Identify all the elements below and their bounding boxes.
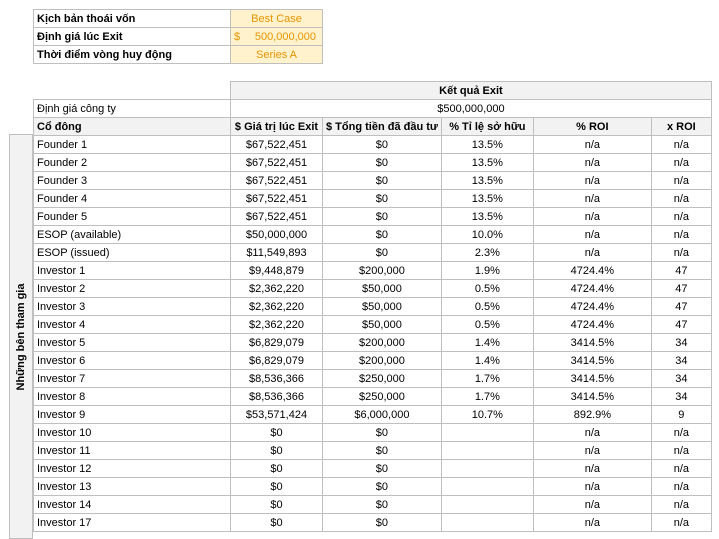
ownership-percent[interactable]: 1.4%	[441, 334, 533, 352]
exit-value[interactable]: $6,829,079	[231, 334, 323, 352]
roi-percent[interactable]: 4724.4%	[533, 298, 651, 316]
roi-percent[interactable]: 4724.4%	[533, 262, 651, 280]
amount-invested[interactable]: $0	[323, 460, 442, 478]
company-valuation-row	[34, 100, 712, 118]
ownership-percent[interactable]: 1.7%	[441, 388, 533, 406]
roi-multiple[interactable]: 9	[651, 406, 711, 424]
table-row	[34, 190, 712, 208]
exit-value[interactable]: $0	[231, 460, 323, 478]
roi-multiple[interactable]: n/a	[651, 172, 711, 190]
table-row	[34, 298, 712, 316]
exit-value[interactable]: $0	[231, 496, 323, 514]
ownership-percent[interactable]: 2.3%	[441, 244, 533, 262]
table-row	[34, 226, 712, 244]
roi-percent[interactable]: 4724.4%	[533, 280, 651, 298]
ownership-percent[interactable]	[441, 460, 533, 478]
shareholder-name[interactable]: ESOP (issued)	[34, 244, 231, 262]
exit-valuation-value: 500,000,000	[254, 30, 316, 43]
scenario-parameters	[33, 9, 323, 64]
ownership-percent[interactable]: 0.5%	[441, 316, 533, 334]
roi-percent[interactable]: 3414.5%	[533, 334, 651, 352]
company-valuation-value: $500,000,000	[231, 100, 712, 118]
roi-multiple[interactable]: 34	[651, 388, 711, 406]
ownership-percent[interactable]: 0.5%	[441, 280, 533, 298]
amount-invested[interactable]: $0	[323, 208, 442, 226]
amount-invested[interactable]: $50,000	[323, 280, 442, 298]
participants-side-header	[9, 134, 33, 539]
roi-percent[interactable]: n/a	[533, 460, 651, 478]
amount-invested[interactable]: $200,000	[323, 352, 442, 370]
scenario-value-cell[interactable]: Best Case	[231, 10, 323, 28]
ownership-percent[interactable]: 13.5%	[441, 172, 533, 190]
ownership-percent[interactable]: 13.5%	[441, 154, 533, 172]
column-header-roi-percent: % ROI	[533, 118, 651, 136]
shareholder-name[interactable]: Investor 7	[34, 370, 231, 388]
funding-round-label: Thời điểm vòng huy động	[34, 46, 231, 64]
roi-multiple[interactable]: 47	[651, 262, 711, 280]
amount-invested[interactable]: $0	[323, 172, 442, 190]
amount-invested[interactable]: $0	[323, 478, 442, 496]
exit-value[interactable]: $2,362,220	[231, 298, 323, 316]
exit-valuation-cell[interactable]	[231, 28, 323, 46]
table-row	[34, 154, 712, 172]
table-row	[34, 388, 712, 406]
column-header-invested: $ Tổng tiền đã đầu tư	[323, 118, 442, 136]
exit-value[interactable]: $0	[231, 478, 323, 496]
roi-multiple[interactable]: 34	[651, 352, 711, 370]
roi-percent[interactable]: n/a	[533, 244, 651, 262]
shareholder-name[interactable]: Investor 17	[34, 514, 231, 532]
table-row	[34, 406, 712, 424]
roi-percent[interactable]: 3414.5%	[533, 370, 651, 388]
ownership-percent[interactable]: 1.7%	[441, 370, 533, 388]
funding-round-value-cell[interactable]: Series A	[231, 46, 323, 64]
roi-multiple[interactable]: n/a	[651, 190, 711, 208]
scenario-label: Kịch bản thoái vốn	[34, 10, 231, 28]
roi-percent[interactable]: 3414.5%	[533, 352, 651, 370]
ownership-percent[interactable]: 10.7%	[441, 406, 533, 424]
amount-invested[interactable]: $0	[323, 496, 442, 514]
roi-multiple[interactable]: n/a	[651, 460, 711, 478]
scenario-row	[34, 10, 323, 28]
amount-invested[interactable]: $0	[323, 136, 442, 154]
ownership-percent[interactable]	[441, 442, 533, 460]
roi-percent[interactable]: 3414.5%	[533, 388, 651, 406]
table-row	[34, 244, 712, 262]
amount-invested[interactable]: $0	[323, 442, 442, 460]
amount-invested[interactable]: $250,000	[323, 370, 442, 388]
shareholder-name[interactable]: Founder 3	[34, 172, 231, 190]
shareholder-name[interactable]: Investor 3	[34, 298, 231, 316]
ownership-percent[interactable]: 13.5%	[441, 190, 533, 208]
exit-value[interactable]: $0	[231, 514, 323, 532]
shareholder-name[interactable]: Founder 1	[34, 136, 231, 154]
amount-invested[interactable]: $200,000	[323, 262, 442, 280]
column-header-exit-value: $ Giá trị lúc Exit	[231, 118, 323, 136]
roi-percent[interactable]: n/a	[533, 172, 651, 190]
participants-side-label: Những bên tham gia	[15, 283, 27, 390]
table-row	[34, 172, 712, 190]
exit-value[interactable]: $2,362,220	[231, 316, 323, 334]
roi-percent[interactable]: n/a	[533, 424, 651, 442]
roi-multiple[interactable]: n/a	[651, 478, 711, 496]
amount-invested[interactable]: $0	[323, 514, 442, 532]
exit-value[interactable]: $67,522,451	[231, 172, 323, 190]
shareholder-name[interactable]: Investor 14	[34, 496, 231, 514]
table-row	[34, 208, 712, 226]
exit-value[interactable]: $9,448,879	[231, 262, 323, 280]
roi-multiple[interactable]: 47	[651, 316, 711, 334]
exit-value[interactable]: $8,536,366	[231, 388, 323, 406]
shareholder-name[interactable]: Investor 1	[34, 262, 231, 280]
roi-multiple[interactable]: n/a	[651, 154, 711, 172]
exit-value[interactable]: $2,362,220	[231, 280, 323, 298]
roi-multiple[interactable]: n/a	[651, 514, 711, 532]
column-header-ownership: % Tỉ lệ sở hữu	[441, 118, 533, 136]
roi-percent[interactable]: 892.9%	[533, 406, 651, 424]
amount-invested[interactable]: $50,000	[323, 316, 442, 334]
roi-percent[interactable]: n/a	[533, 136, 651, 154]
roi-percent[interactable]: n/a	[533, 154, 651, 172]
exit-value[interactable]: $53,571,424	[231, 406, 323, 424]
roi-multiple[interactable]: n/a	[651, 442, 711, 460]
shareholder-name[interactable]: Investor 13	[34, 478, 231, 496]
exit-results-table	[33, 81, 712, 532]
ownership-percent[interactable]	[441, 424, 533, 442]
exit-value[interactable]: $6,829,079	[231, 352, 323, 370]
amount-invested[interactable]: $200,000	[323, 334, 442, 352]
roi-percent[interactable]: 4724.4%	[533, 316, 651, 334]
amount-invested[interactable]: $0	[323, 154, 442, 172]
blank-cell	[34, 82, 231, 100]
roi-multiple[interactable]: n/a	[651, 136, 711, 154]
results-title: Kết quả Exit	[231, 82, 712, 100]
roi-percent[interactable]: n/a	[533, 442, 651, 460]
table-row	[34, 352, 712, 370]
currency-symbol: $	[234, 30, 241, 43]
shareholder-name[interactable]: Founder 4	[34, 190, 231, 208]
column-header-row	[34, 118, 712, 136]
table-row	[34, 478, 712, 496]
shareholder-name[interactable]: ESOP (available)	[34, 226, 231, 244]
table-row	[34, 262, 712, 280]
exit-value[interactable]: $0	[231, 442, 323, 460]
ownership-percent[interactable]: 10.0%	[441, 226, 533, 244]
table-row	[34, 496, 712, 514]
ownership-percent[interactable]: 13.5%	[441, 208, 533, 226]
amount-invested[interactable]: $0	[323, 226, 442, 244]
shareholder-name[interactable]: Investor 5	[34, 334, 231, 352]
roi-percent[interactable]: n/a	[533, 514, 651, 532]
ownership-percent[interactable]: 0.5%	[441, 298, 533, 316]
company-valuation-label: Định giá công ty	[34, 100, 231, 118]
roi-multiple[interactable]: 47	[651, 280, 711, 298]
roi-multiple[interactable]: 47	[651, 298, 711, 316]
exit-value[interactable]: $67,522,451	[231, 190, 323, 208]
column-header-shareholder: Cổ đông	[34, 118, 231, 136]
roi-multiple[interactable]: n/a	[651, 496, 711, 514]
shareholder-name[interactable]: Investor 12	[34, 460, 231, 478]
ownership-percent[interactable]: 13.5%	[441, 136, 533, 154]
amount-invested[interactable]: $50,000	[323, 298, 442, 316]
roi-multiple[interactable]: n/a	[651, 244, 711, 262]
ownership-percent[interactable]	[441, 478, 533, 496]
results-title-row	[34, 82, 712, 100]
amount-invested[interactable]: $250,000	[323, 388, 442, 406]
amount-invested[interactable]: $0	[323, 190, 442, 208]
roi-multiple[interactable]: n/a	[651, 226, 711, 244]
shareholder-name[interactable]: Investor 8	[34, 388, 231, 406]
amount-invested[interactable]: $6,000,000	[323, 406, 442, 424]
table-row	[34, 316, 712, 334]
amount-invested[interactable]: $0	[323, 424, 442, 442]
table-row	[34, 334, 712, 352]
table-row	[34, 370, 712, 388]
exit-value[interactable]: $11,549,893	[231, 244, 323, 262]
column-header-roi-multiple: x ROI	[651, 118, 711, 136]
funding-round-row	[34, 46, 323, 64]
roi-percent[interactable]: n/a	[533, 496, 651, 514]
roi-multiple[interactable]: n/a	[651, 208, 711, 226]
shareholder-name[interactable]: Founder 2	[34, 154, 231, 172]
exit-valuation-row	[34, 28, 323, 46]
roi-multiple[interactable]: n/a	[651, 424, 711, 442]
roi-percent[interactable]: n/a	[533, 190, 651, 208]
shareholder-name[interactable]: Investor 4	[34, 316, 231, 334]
exit-value[interactable]: $67,522,451	[231, 154, 323, 172]
shareholder-name[interactable]: Investor 11	[34, 442, 231, 460]
exit-value[interactable]: $0	[231, 424, 323, 442]
table-row	[34, 460, 712, 478]
exit-value[interactable]: $67,522,451	[231, 208, 323, 226]
exit-value[interactable]: $8,536,366	[231, 370, 323, 388]
shareholder-name[interactable]: Investor 6	[34, 352, 231, 370]
shareholder-name[interactable]: Investor 10	[34, 424, 231, 442]
amount-invested[interactable]: $0	[323, 244, 442, 262]
table-row	[34, 424, 712, 442]
roi-multiple[interactable]: 34	[651, 334, 711, 352]
roi-percent[interactable]: n/a	[533, 226, 651, 244]
table-row	[34, 136, 712, 154]
roi-multiple[interactable]: 34	[651, 370, 711, 388]
ownership-percent[interactable]: 1.9%	[441, 262, 533, 280]
roi-percent[interactable]: n/a	[533, 208, 651, 226]
ownership-percent[interactable]	[441, 496, 533, 514]
shareholder-name[interactable]: Investor 2	[34, 280, 231, 298]
table-row	[34, 280, 712, 298]
shareholder-name[interactable]: Investor 9	[34, 406, 231, 424]
exit-value[interactable]: $67,522,451	[231, 136, 323, 154]
table-row	[34, 514, 712, 532]
ownership-percent[interactable]: 1.4%	[441, 352, 533, 370]
exit-valuation-label: Định giá lúc Exit	[34, 28, 231, 46]
ownership-percent[interactable]	[441, 514, 533, 532]
shareholder-name[interactable]: Founder 5	[34, 208, 231, 226]
exit-value[interactable]: $50,000,000	[231, 226, 323, 244]
roi-percent[interactable]: n/a	[533, 478, 651, 496]
table-row	[34, 442, 712, 460]
